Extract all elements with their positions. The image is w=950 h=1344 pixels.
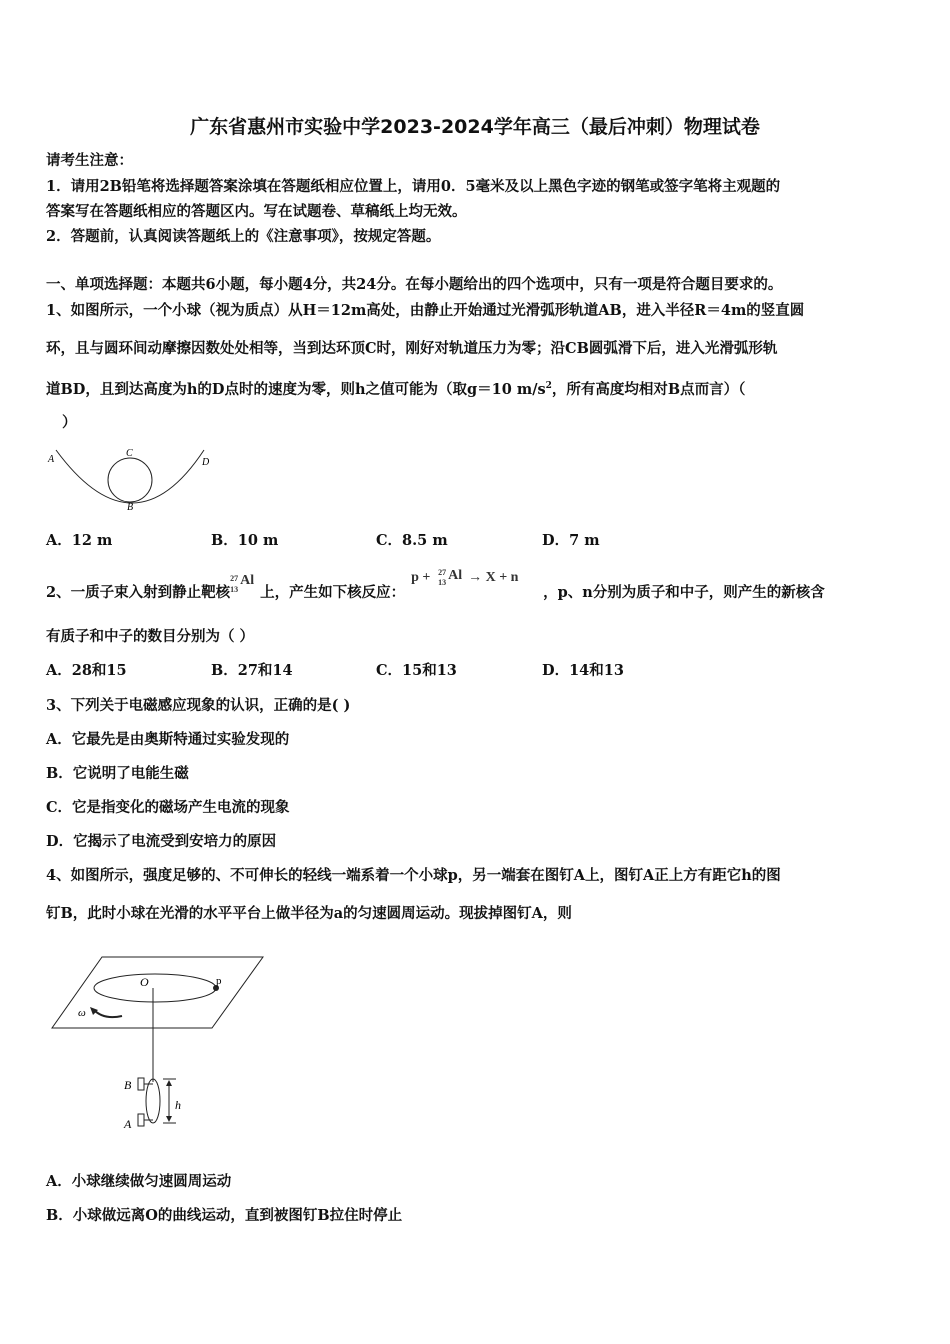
page-title: 广东省惠州市实验中学2023-2024学年高三（最后冲刺）物理试卷 [190, 116, 760, 138]
q4-line-2: 钉B，此时小球在光滑的水平平台上做半径为a的匀速圆周运动。现拔掉图钉A，则 [46, 905, 572, 922]
string-loop [146, 1079, 160, 1123]
label-omega: ω [78, 1007, 86, 1019]
q1-option-a: A．12 m [46, 532, 113, 549]
q4-line-1: 4、如图所示，强度足够的、不可伸长的轻线一端系着一个小球p，另一端套在图钉A上，图钉A正上方有距它h的图 [46, 867, 781, 884]
pin-a-head [138, 1114, 144, 1126]
q3-option-b: B．它说明了电能生磁 [46, 765, 189, 782]
q1-option-b: B．10 m [211, 532, 279, 549]
q2-option-a: A．28和15 [46, 662, 127, 679]
q3-option-c: C．它是指变化的磁场产生电流的现象 [46, 799, 290, 816]
label-a: A [124, 1117, 132, 1131]
q4-option-b: B．小球做远离O的曲线运动，直到被图钉B拉住时停止 [46, 1207, 403, 1224]
pin-b-head [138, 1078, 144, 1090]
notice-line-2: 2．答题前，认真阅读答题纸上的《注意事项》，按规定答题。 [46, 228, 441, 245]
q3-option-d: D．它揭示了电流受到安培力的原因 [46, 833, 277, 850]
label-o: O [140, 975, 149, 989]
q1-line-1: 1、如图所示，一个小球（视为质点）从H＝12m高处，由静止开始通过光滑弧形轨道AB，进入半径R＝4m的竖直圆 [46, 302, 805, 319]
omega-arrowhead [90, 1007, 98, 1015]
loop-circle [108, 458, 152, 502]
h-arrow-up [166, 1080, 172, 1086]
q4-option-a: A．小球继续做匀速圆周运动 [46, 1173, 232, 1190]
q4-pin-figure [50, 952, 270, 1138]
label-d: D [202, 457, 210, 468]
notice-line-1b: 答案写在答题纸相应的答题区内。写在试题卷、草稿纸上均无效。 [46, 203, 467, 220]
omega-arrow [94, 1010, 122, 1017]
q3-stem: 3、下列关于电磁感应现象的认识，正确的是( ) [46, 697, 351, 714]
q2-line-2: 有质子和中子的数目分别为（ ） [46, 628, 255, 645]
circular-path [94, 974, 216, 1002]
q2-option-b: B．27和14 [211, 662, 293, 679]
q1-track-figure [44, 444, 224, 516]
q2-line-1: 2、一质子束入射到静止靶核 27 13 Al 上，产生如下核反应： p + 27 13 Al → X + n ，p、n分别为质子和中子，则产生的新核含 [46, 568, 825, 601]
q1-option-d: D．7 m [542, 532, 600, 549]
section-heading: 一、单项选择题：本题共6小题，每小题4分，共24分。在每小题给出的四个选项中，只有一项是符合题目要求的。 [46, 276, 783, 293]
label-b: B [124, 1078, 132, 1092]
label-a: A [48, 454, 55, 465]
notice-line-1a: 1．请用2B铅笔将选择题答案涂填在答题纸相应位置上，请用0．5毫米及以上黑色字迹的钢笔或签字笔将主观题的 [46, 178, 781, 195]
al-nucleus: 27 13 Al [230, 573, 255, 594]
label-b: B [127, 502, 134, 513]
q1-line-4: ） [62, 414, 77, 431]
q2-option-c: C．15和13 [376, 662, 457, 679]
nuclear-reaction: p + 27 13 Al → X + n [411, 568, 519, 587]
h-arrow-down [166, 1116, 172, 1122]
label-p: p [216, 975, 222, 987]
label-h: h [175, 1098, 181, 1112]
q2-option-d: D．14和13 [542, 662, 624, 679]
q1-line-3: 道BD，且到达高度为h的D点时的速度为零，则h之值可能为（取g＝10 $m/s^2$，所有高度均相对B点而言）（ [46, 380, 746, 398]
q1-line-2: 环，且与圆环间动摩擦因数处处相等，当到达环顶C时，刚好对轨道压力为零；沿CB圆弧滑下后，进入光滑弧形轨 [46, 340, 778, 357]
label-c: C [126, 448, 133, 459]
notice-heading: 请考生注意： [46, 152, 133, 169]
q1-option-c: C．8.5 m [376, 532, 448, 549]
q3-option-a: A．它最先是由奥斯特通过实验发现的 [46, 731, 290, 748]
